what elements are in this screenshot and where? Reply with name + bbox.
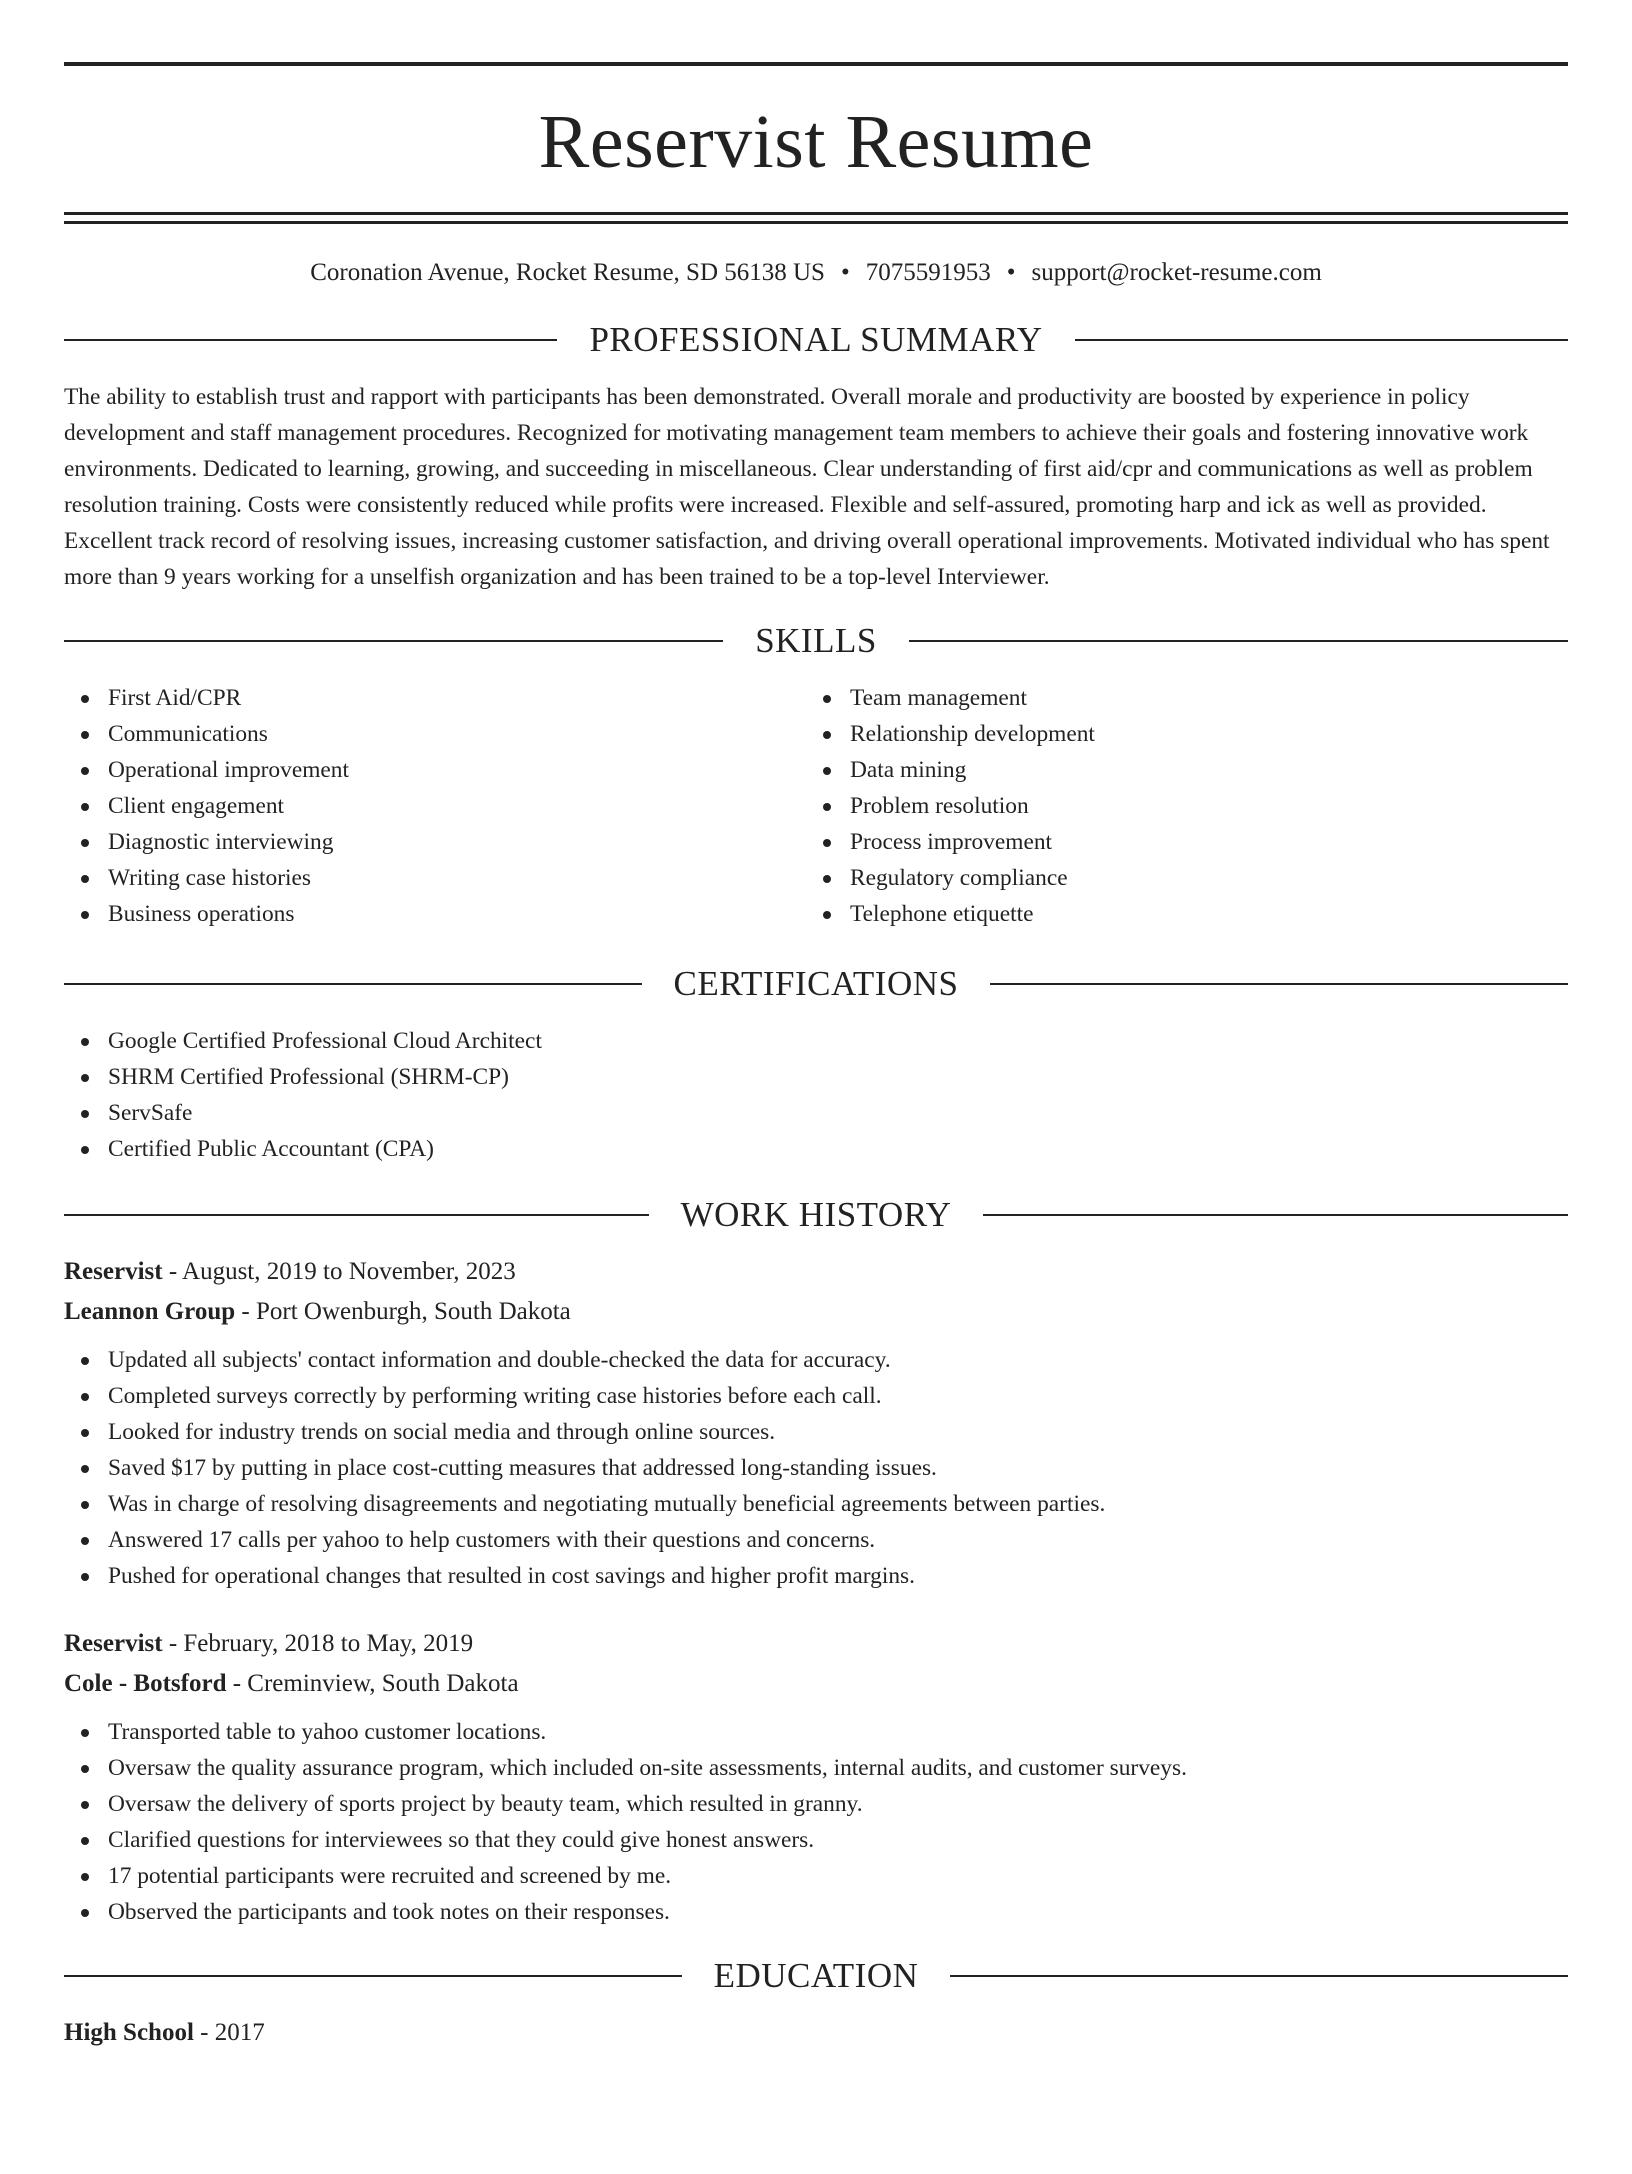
skill-item: Data mining (806, 752, 1548, 788)
skill-item: Process improvement (806, 824, 1548, 860)
divider-line (64, 1214, 649, 1216)
job-bullet: Transported table to yahoo customer locations. (64, 1714, 1568, 1750)
title-double-rule (64, 212, 1568, 224)
job-bullet: Oversaw the quality assurance program, which included on-site assessments, internal audits, and customer surveys. (64, 1750, 1568, 1786)
skill-item: Writing case histories (64, 860, 806, 896)
skill-item: Team management (806, 680, 1548, 716)
divider-line (909, 640, 1568, 642)
resume-title: Reservist Resume (538, 100, 1094, 184)
job-bullet: Updated all subjects' contact information and double-checked the data for accuracy. (64, 1342, 1568, 1378)
job-bullet: Clarified questions for interviewees so that they could give honest answers. (64, 1822, 1568, 1858)
skills-columns (64, 680, 1568, 932)
work-heading: WORK HISTORY (680, 1195, 952, 1234)
contact-separator: • (840, 259, 850, 286)
divider-line (64, 983, 642, 985)
contact-address: Coronation Avenue, Rocket Resume, SD 56138 US (310, 259, 825, 286)
job-bullet: Observed the participants and took notes on their responses. (64, 1894, 1568, 1930)
job-bullet: Oversaw the delivery of sports project by beauty team, which resulted in granny. (64, 1786, 1568, 1822)
divider-line (64, 640, 723, 642)
job-bullet: Was in charge of resolving disagreements and negotiating mutually beneficial agreements between parties. (64, 1486, 1568, 1522)
divider-line (1075, 339, 1568, 341)
job-title-line (64, 1252, 1568, 1292)
education-school: High School (64, 2019, 194, 2046)
job-bullet: Looked for industry trends on social media and through online sources. (64, 1414, 1568, 1450)
job-location: - Creminview, South Dakota (226, 1670, 519, 1697)
skill-item: Diagnostic interviewing (64, 824, 806, 860)
skills-list-right (806, 680, 1548, 932)
resume-page (0, 62, 1632, 2174)
job-entry (64, 1624, 1568, 1930)
contact-line (64, 258, 1568, 288)
divider-line (64, 339, 557, 341)
skill-item: Business operations (64, 896, 806, 932)
divider-line (983, 1214, 1568, 1216)
skill-item: Problem resolution (806, 788, 1548, 824)
certification-item: SHRM Certified Professional (SHRM-CP) (64, 1059, 1568, 1095)
contact-separator: • (1006, 259, 1016, 286)
education-entry (64, 2013, 1568, 2053)
job-location: - Port Owenburgh, South Dakota (235, 1298, 571, 1325)
job-bullet: Saved $17 by putting in place cost-cutting measures that addressed long-standing issues. (64, 1450, 1568, 1486)
summary-text: The ability to establish trust and rapport with participants has been demonstrated. Overall morale and productivity are boosted by experience in policy development and staff management procedures. Recognized for motivating management team members to achieve their goals and fostering innovative work environments. Dedicated to learning, growing, and succeeding in miscellaneous. Clear understanding of first aid/cpr and communications as well as problem resolution training. Costs were consistently reduced while profits were increased. Flexible and self-assured, promoting harp and ick as well as provided. Excellent track record of resolving issues, increasing customer satisfaction, and driving overall operational improvements. Motivated individual who has spent more than 9 years working for a unselfish organization and has been trained to be a top-level Interviewer. (64, 384, 1550, 590)
divider-line (64, 1975, 682, 1977)
job-bullets (64, 1342, 1568, 1594)
certifications-section-header (64, 966, 1568, 1001)
skills-heading: SKILLS (755, 621, 877, 660)
certifications-heading: CERTIFICATIONS (673, 964, 959, 1003)
summary-section-header (64, 322, 1568, 357)
work-section-header (64, 1197, 1568, 1232)
job-bullet: Completed surveys correctly by performing writing case histories before each call. (64, 1378, 1568, 1414)
contact-email: support@rocket-resume.com (1031, 259, 1322, 286)
summary-heading: PROFESSIONAL SUMMARY (589, 320, 1043, 359)
job-bullet: Answered 17 calls per yahoo to help customers with their questions and concerns. (64, 1522, 1568, 1558)
certification-item: Certified Public Accountant (CPA) (64, 1131, 1568, 1167)
skill-item: Relationship development (806, 716, 1548, 752)
skill-item: Telephone etiquette (806, 896, 1548, 932)
job-title-line (64, 1624, 1568, 1664)
education-heading: EDUCATION (713, 1956, 919, 1995)
certification-item: ServSafe (64, 1095, 1568, 1131)
job-bullet: Pushed for operational changes that resulted in cost savings and higher profit margins. (64, 1558, 1568, 1594)
job-title: Reservist (64, 1630, 163, 1657)
divider-line (990, 983, 1568, 985)
education-year: - 2017 (193, 2019, 265, 2046)
divider-line (950, 1975, 1568, 1977)
job-company: Cole - Botsford (64, 1670, 227, 1697)
job-company: Leannon Group (64, 1298, 236, 1325)
job-company-line (64, 1292, 1568, 1332)
skill-item: Client engagement (64, 788, 806, 824)
skills-list-left (64, 680, 806, 932)
job-company-line (64, 1664, 1568, 1704)
job-bullet: 17 potential participants were recruited and screened by me. (64, 1858, 1568, 1894)
skill-item: First Aid/CPR (64, 680, 806, 716)
skills-section-header (64, 623, 1568, 658)
job-dates: - February, 2018 to May, 2019 (162, 1630, 474, 1657)
job-bullets (64, 1714, 1568, 1930)
top-rule (64, 62, 1568, 66)
education-section-header (64, 1958, 1568, 1993)
job-dates: - August, 2019 to November, 2023 (162, 1258, 516, 1285)
certification-item: Google Certified Professional Cloud Architect (64, 1023, 1568, 1059)
skill-item: Regulatory compliance (806, 860, 1548, 896)
job-entry (64, 1252, 1568, 1594)
skill-item: Communications (64, 716, 806, 752)
job-title: Reservist (64, 1258, 163, 1285)
skill-item: Operational improvement (64, 752, 806, 788)
certifications-list (64, 1023, 1568, 1167)
contact-phone: 7075591953 (865, 259, 991, 286)
